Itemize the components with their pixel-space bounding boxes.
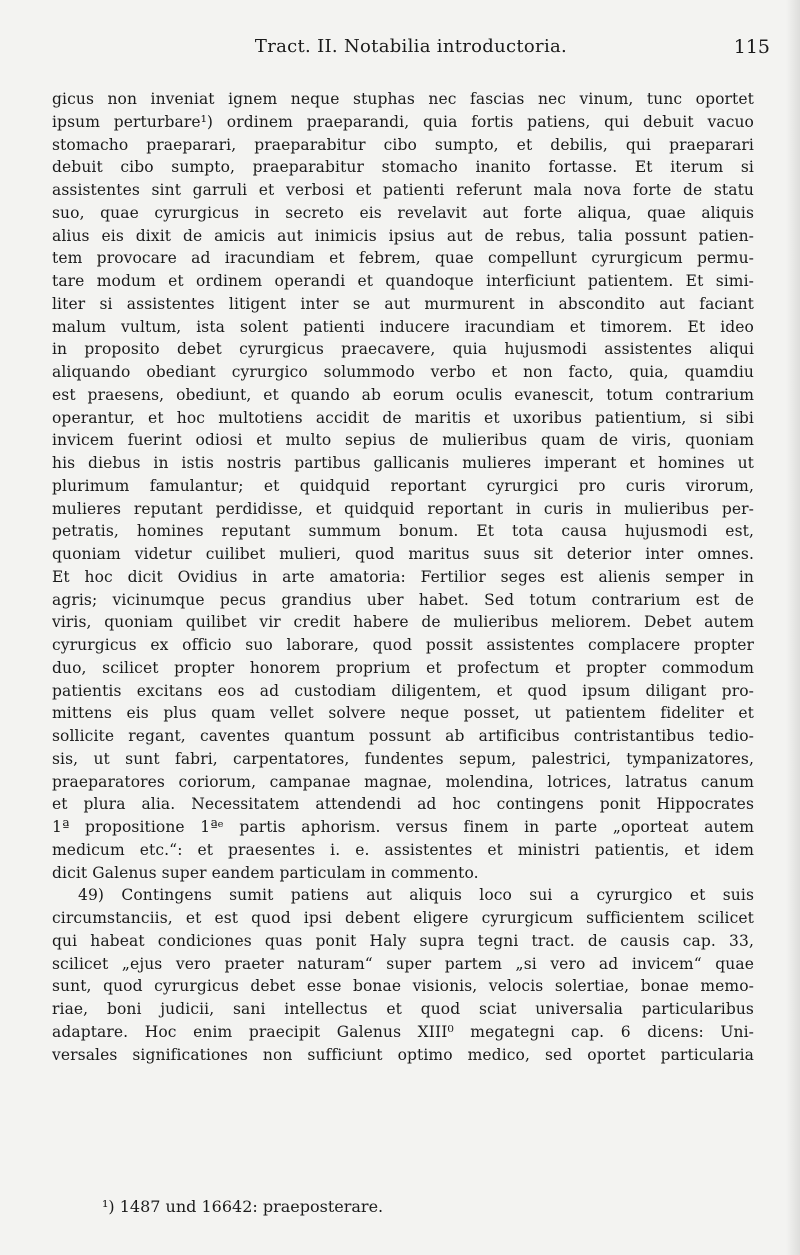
text-line: petratis, homines reputant summum bonum. Et tota causa hujusmodi est, [52, 522, 754, 541]
text-line: adaptare. Hoc enim praecipit Galenus XIII⁰ megategni cap. 6 dicens: Uni- [52, 1022, 754, 1041]
text-line: stomacho praeparari, praeparabitur cibo sumpto, et debilis, qui praeparari [52, 135, 754, 154]
text-line: medicum etc.“: et praesentes i. e. assistentes et ministri patientis, et idem [52, 840, 754, 859]
text-line: scilicet „ejus vero praeter naturam“ super partem „si vero ad invicem“ quae [52, 954, 754, 973]
text-line: in proposito debet cyrurgicus praecavere, quia hujusmodi assistentes aliqui [52, 340, 754, 359]
text-line: cyrurgicus ex officio suo laborare, quod possit assistentes complacere propter [52, 636, 754, 654]
text-line: Et hoc dicit Ovidius in arte amatoria: Fertilior seges est alienis semper in [52, 567, 754, 586]
text-line: tem provocare ad iracundiam et febrem, quae compellunt cyrurgicum permu- [52, 249, 754, 268]
main-text [52, 88, 754, 1066]
text-line: circumstanciis, et est quod ipsi debent eligere cyrurgicum sufficientem scilicet [52, 909, 754, 927]
text-line: duo, scilicet propter honorem proprium et profectum et propter commodum [52, 658, 754, 677]
page-edge-shadow [786, 0, 800, 1255]
text-line: plurimum famulantur; et quidquid reportant cyrurgici pro curis virorum, [52, 476, 754, 495]
text-line: alius eis dixit de amicis aut inimicis ipsius aut de rebus, talia possunt patien- [52, 226, 754, 245]
text-line: invicem fuerint odiosi et multo sepius de mulieribus quam de viris, quoniam [52, 431, 754, 450]
text-line: mulieres reputant perdidisse, et quidquid reportant in curis in mulieribus per- [52, 499, 754, 518]
text-line: sunt, quod cyrurgicus debet esse bonae visionis, velocis solertiae, bonae memo- [52, 977, 754, 996]
text-line: 1ª propositione 1ªᵉ partis aphorism. versus finem in parte „oporteat autem [52, 818, 754, 836]
text-line: 49) Contingens sumit patiens aut aliquis loco sui a cyrurgico et suis [78, 886, 754, 905]
text-line: liter si assistentes litigent inter se aut murmurent in abscondito aut faciant [52, 294, 754, 313]
text-line: dicit Galenus super eandem particulam in commento. [52, 863, 479, 882]
text-line: aliquando obediant cyrurgico solummodo verbo et non facto, quia, quamdiu [52, 363, 754, 381]
text-line: quoniam videtur cuilibet mulieri, quod maritus suus sit deterior inter omnes. [52, 545, 754, 563]
text-line: praeparatores coriorum, campanae magnae, molendina, lotrices, latratus canum [52, 772, 754, 791]
text-line: tare modum et ordinem operandi et quandoque interficiunt patientem. Et simi- [52, 272, 754, 290]
running-title: Tract. II. Notabilia introductoria. [254, 36, 568, 57]
text-line: malum vultum, ista solent patienti inducere iracundiam et timorem. Et ideo [52, 317, 754, 336]
running-header [52, 36, 770, 66]
text-line: agris; vicinumque pecus grandius uber habet. Sed totum contrarium est de [52, 590, 754, 609]
text-line: mittens eis plus quam vellet solvere neque posset, ut patientem fideliter et [52, 704, 754, 723]
text-line: suo, quae cyrurgicus in secreto eis revelavit aut forte aliqua, quae aliquis [52, 203, 754, 222]
text-line: assistentes sint garruli et verbosi et patienti referunt mala nova forte de statu [52, 181, 754, 199]
text-line: qui habeat condiciones quas ponit Haly supra tegni tract. de causis cap. 33, [52, 931, 754, 950]
text-line: versales significationes non sufficiunt optimo medico, sed oportet particularia [52, 1045, 754, 1064]
text-line: ipsum perturbare¹) ordinem praeparandi, quia fortis patiens, qui debuit vacuo [52, 112, 754, 131]
text-line: sollicite regant, caventes quantum possunt ab artificibus contristantibus tedio- [52, 727, 754, 745]
page-number: 115 [733, 36, 770, 58]
text-line: gicus non inveniat ignem neque stuphas nec fascias nec vinum, tunc oportet [52, 90, 754, 108]
text-line: his diebus in istis nostris partibus gallicanis mulieres imperant et homines ut [52, 454, 754, 472]
footnote: ¹) 1487 und 16642: praeposterare. [102, 1197, 384, 1216]
text-line: riae, boni judicii, sani intellectus et quod sciat universalia particularibus [52, 1000, 754, 1018]
text-line: patientis excitans eos ad custodiam diligentem, et quod ipsum diligant pro- [52, 681, 754, 700]
text-line: est praesens, obediunt, et quando ab eorum oculis evanescit, totum contrarium [52, 385, 754, 404]
text-line: debuit cibo sumpto, praeparabitur stomacho inanito fortasse. Et iterum si [52, 158, 754, 177]
text-line: operantur, et hoc multotiens accidit de maritis et uxoribus patientium, si sibi [52, 408, 754, 427]
text-line: viris, quoniam quilibet vir credit habere de mulieribus meliorem. Debet autem [52, 613, 754, 632]
text-line: et plura alia. Necessitatem attendendi ad hoc contingens ponit Hippocrates [52, 795, 754, 814]
text-line: sis, ut sunt fabri, carpentatores, fundentes sepum, palestrici, tympanizatores, [52, 749, 754, 768]
